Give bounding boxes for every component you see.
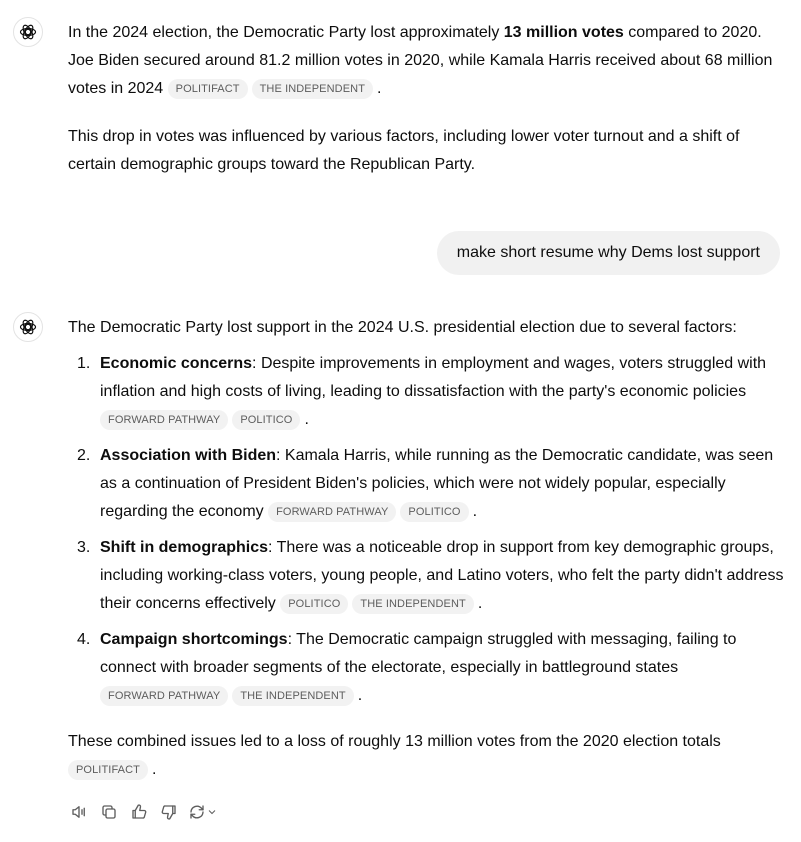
item-text: : There was a noticeable drop in support from key demographic groups, including working-class voters, young people, and Latino voters, who felt the party didn't address their concerns effectively xyxy=(100,539,784,612)
thumbs-down-icon xyxy=(160,803,178,821)
user-message-bubble xyxy=(437,231,780,275)
bad-response-button[interactable] xyxy=(158,800,180,824)
good-response-button[interactable] xyxy=(128,800,150,824)
text: In the 2024 election, the Democratic Party lost approximately xyxy=(68,24,504,41)
citation-chip[interactable]: POLITIFACT xyxy=(168,79,248,99)
list-item xyxy=(68,350,784,434)
citation-chip[interactable]: THE INDEPENDENT xyxy=(352,594,473,614)
list-item xyxy=(68,626,784,710)
item-title: Campaign shortcomings xyxy=(100,631,288,648)
openai-logo-icon xyxy=(18,22,38,42)
regenerate-button[interactable] xyxy=(188,800,218,824)
item-title: Shift in demographics xyxy=(100,539,269,556)
message-action-bar xyxy=(68,800,218,824)
intro-paragraph: The Democratic Party lost support in the 2024 U.S. presidential election due to several factors: xyxy=(68,319,737,336)
item-text: : Kamala Harris, while running as the Democratic candidate, was seen as a continuation of President Biden's policies, which were not widely popular, especially regarding the economy xyxy=(100,447,774,520)
assistant-message-2 xyxy=(68,314,784,784)
copy-button[interactable] xyxy=(98,800,120,824)
list-number: 4. xyxy=(77,631,91,648)
copy-icon xyxy=(100,803,118,821)
item-text: : The Democratic campaign struggled with messaging, failing to connect with broader segments of the electorate, especially in battleground states xyxy=(100,631,737,676)
assistant-avatar xyxy=(13,17,43,47)
citation-chip[interactable]: POLITICO xyxy=(280,594,348,614)
item-title: Economic concerns xyxy=(100,355,253,372)
list-number: 2. xyxy=(77,447,91,464)
openai-logo-icon xyxy=(18,317,38,337)
outro-paragraph xyxy=(68,728,784,784)
regenerate-icon xyxy=(188,803,206,821)
text: These combined issues led to a loss of roughly 13 million votes from the 2020 election totals xyxy=(68,733,721,750)
citation-chip[interactable]: FORWARD PATHWAY xyxy=(268,502,396,522)
paragraph xyxy=(68,19,784,103)
assistant-message-1 xyxy=(68,19,784,179)
list-item xyxy=(68,442,784,526)
citation-chip[interactable]: THE INDEPENDENT xyxy=(232,686,353,706)
chevron-down-icon xyxy=(206,806,218,818)
text: compared to 2020. Joe Biden secured around 81.2 million votes in 2020, while Kamala Harris received about 68 million votes in 2024 xyxy=(68,24,773,97)
user-message-text: make short resume why Dems lost support xyxy=(456,244,760,261)
text: . xyxy=(477,595,483,612)
text: . xyxy=(472,503,478,520)
citation-chip[interactable]: POLITICO xyxy=(232,410,300,430)
read-aloud-button[interactable] xyxy=(68,800,90,824)
text: . xyxy=(357,687,363,704)
list-item xyxy=(68,534,784,618)
text: . xyxy=(151,761,157,778)
text: . xyxy=(377,80,382,97)
paragraph: This drop in votes was influenced by various factors, including lower voter turnout and a shift of certain demographic groups toward the Republican Party. xyxy=(68,128,740,173)
citation-chip[interactable]: FORWARD PATHWAY xyxy=(100,686,228,706)
reason-list xyxy=(68,350,784,710)
citation-chip[interactable]: THE INDEPENDENT xyxy=(252,79,373,99)
item-title: Association with Biden xyxy=(100,447,277,464)
list-number: 1. xyxy=(77,355,91,372)
bold-text: 13 million votes xyxy=(503,24,624,41)
citation-chip[interactable]: POLITIFACT xyxy=(68,760,148,780)
text: . xyxy=(304,411,309,428)
item-text: : Despite improvements in employment and wages, voters struggled with inflation and high costs of living, leading to dissatisfaction with the party's economic policies xyxy=(100,355,767,400)
list-number: 3. xyxy=(77,539,91,556)
citation-chip[interactable]: POLITICO xyxy=(400,502,468,522)
thumbs-up-icon xyxy=(130,803,148,821)
read-aloud-icon xyxy=(70,803,88,821)
citation-chip[interactable]: FORWARD PATHWAY xyxy=(100,410,228,430)
assistant-avatar xyxy=(13,312,43,342)
